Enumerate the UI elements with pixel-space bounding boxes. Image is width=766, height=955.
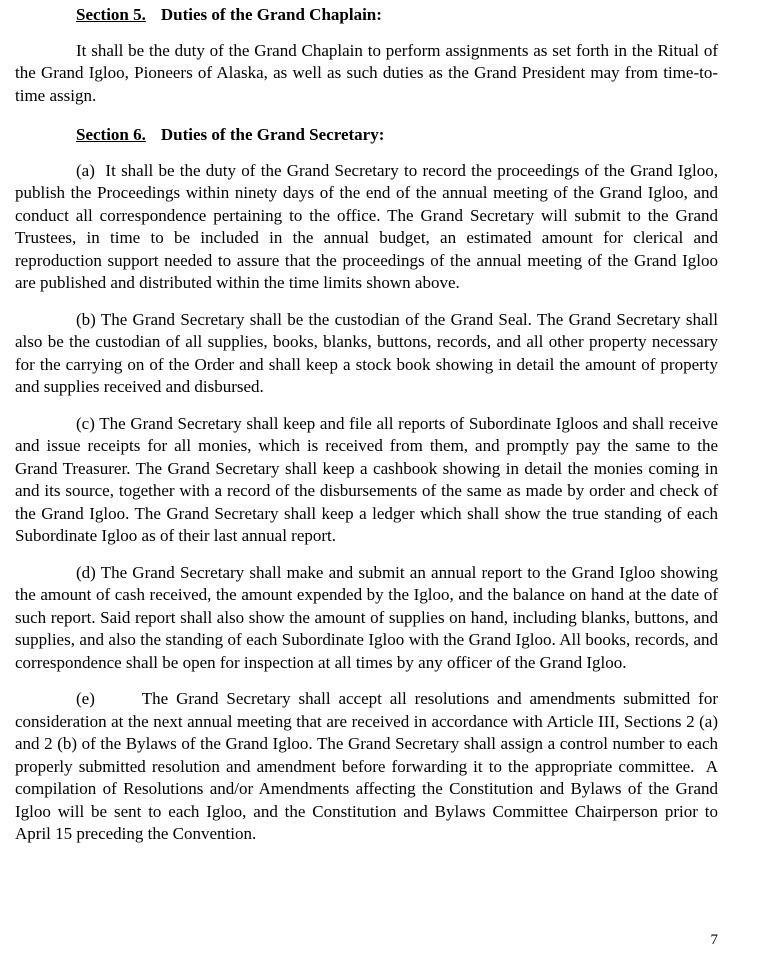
section-6-paragraph-b: (b) The Grand Secretary shall be the custodian of the Grand Seal. The Grand Secretary shall also be the custodian of all supplies, books, blanks, buttons, records, and all other property necessary for the carrying on of the Order and shall keep a stock book showing in detail the amount of property and supplies received and disbursed. (15, 309, 723, 396)
section-6-heading-title: Duties of the Grand Secretary: (160, 125, 385, 144)
section-6-paragraph-a: (a) It shall be the duty of the Grand Secretary to record the proceedings of the Grand Igloo, publish the Proceedings within ninety days of the end of the annual meeting of the Grand Igloo, and conduct all correspondence pertaining to the office. The Grand Secretary will submit to the Grand Trustees, in time to be included in the annual budget, an estimated amount for clerical and reproduction support needed to assure that the proceedings of the annual meeting of the Grand Igloo are published and distributed within the time limits shown above. (15, 160, 723, 292)
section-5-heading (15, 4, 718, 27)
section-5-heading-label: Section 5. (76, 5, 146, 24)
section-6-heading (15, 124, 718, 147)
section-5-paragraph-1: It shall be the duty of the Grand Chaplain to perform assignments as set forth in the Ritual of the Grand Igloo, Pioneers of Alaska, as well as such duties as the Grand President may from time-to-time assign. (15, 40, 723, 105)
section-6-heading-label: Section 6. (76, 125, 146, 144)
section-6-paragraph-d: (d) The Grand Secretary shall make and submit an annual report to the Grand Igloo showing the amount of cash received, the amount expended by the Igloo, and the balance on hand at the date of such report. Said report shall also show the amount of supplies on hand, including blanks, buttons, and supplies, and also the standing of each Subordinate Igloo with the Grand Igloo. All books, records, and correspondence shall be open for inspection at all times by any officer of the Grand Igloo. (15, 562, 723, 672)
section-6-paragraph-c: (c) The Grand Secretary shall keep and file all reports of Subordinate Igloos and shall receive and issue receipts for all monies, which is received from them, and promptly pay the same to the Grand Treasurer. The Grand Secretary shall keep a cashbook showing in detail the monies coming in and its source, together with a record of the disbursements of the same as made by order and check of the Grand Igloo. The Grand Secretary shall keep a ledger which shall show the true standing of each Subordinate Igloo as of their last annual report. (15, 413, 723, 545)
section-5-heading-title: Duties of the Grand Chaplain: (160, 5, 382, 24)
page-number: 7 (710, 932, 718, 948)
section-6-paragraph-e: (e) The Grand Secretary shall accept all resolutions and amendments submitted for consideration at the next annual meeting that are received in accordance with Article III, Sections 2 (a) and 2 (b) of the Bylaws of the Grand Igloo. The Grand Secretary shall assign a control number to each properly submitted resolution and amendment before forwarding it to the appropriate committee. A compilation of Resolutions and/or Amendments affecting the Constitution and Bylaws of the Grand Igloo will be sent to each Igloo, and the Constitution and Bylaws Committee Chairperson prior to April 15 preceding the Convention. (15, 689, 723, 843)
